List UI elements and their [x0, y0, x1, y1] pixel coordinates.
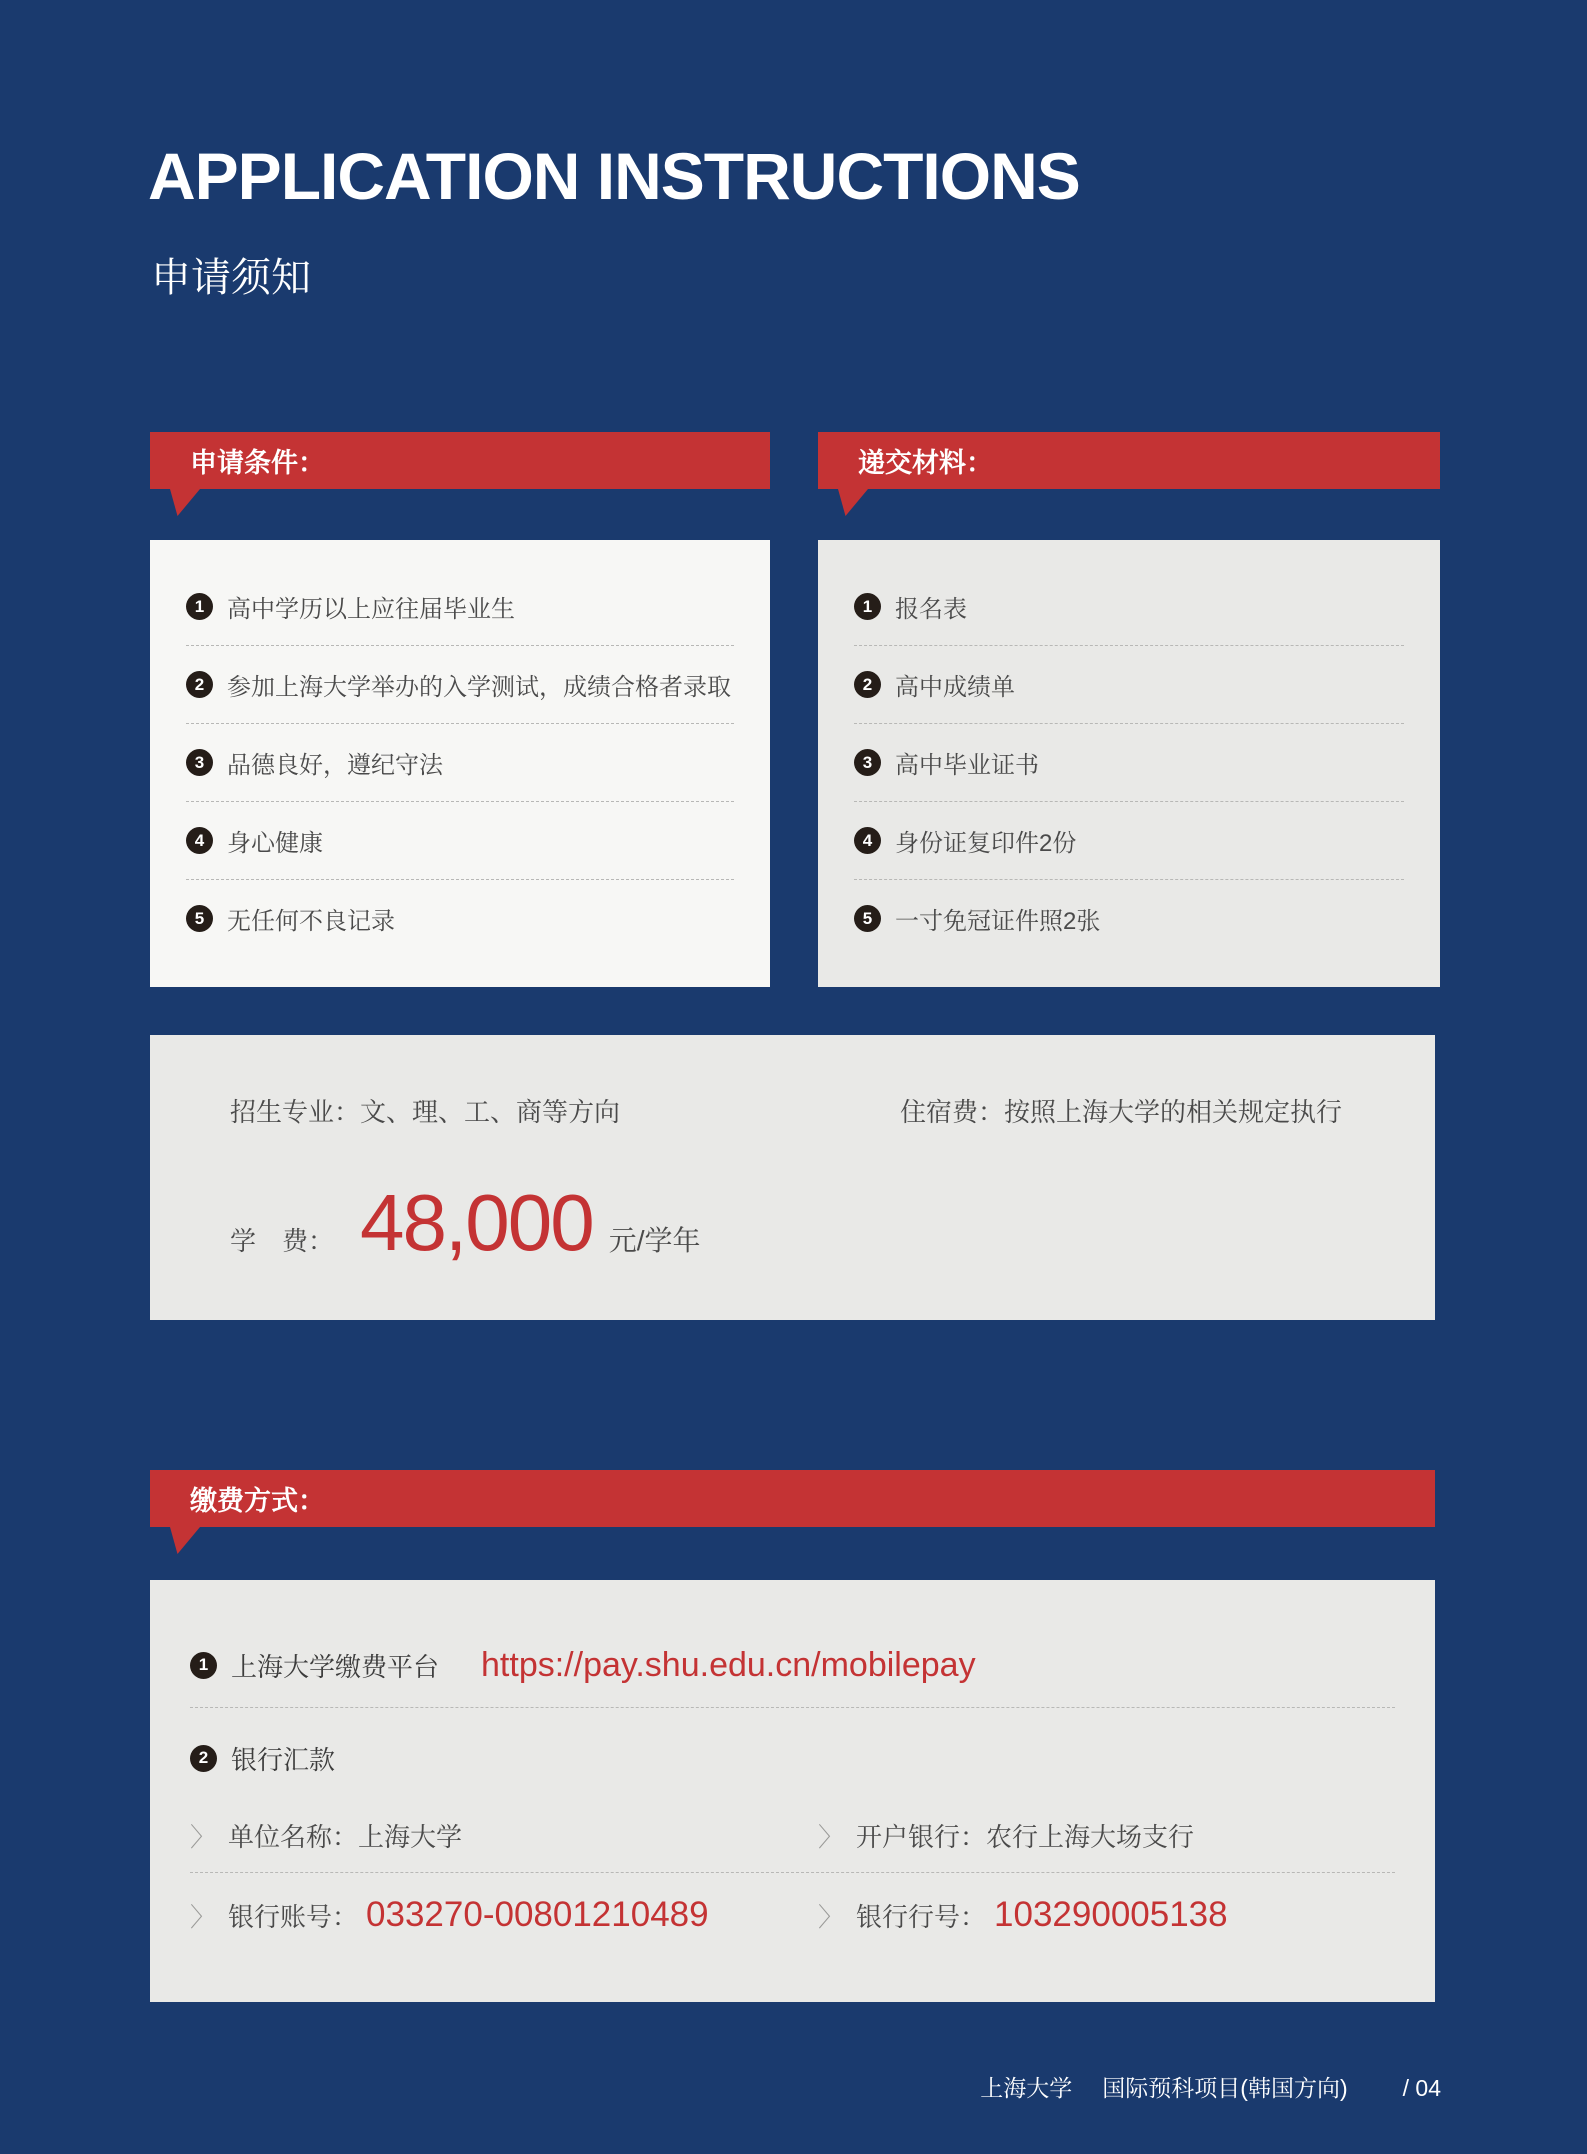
page-title: APPLICATION INSTRUCTIONS: [148, 139, 1080, 213]
tuition-amount: 48,000: [360, 1178, 593, 1267]
number-badge: 2: [186, 671, 213, 698]
section-header-conditions: [150, 432, 770, 489]
majors-text: 招生专业：文、理、工、商等方向: [230, 1097, 621, 1127]
list-item: [854, 646, 1404, 724]
chevron-right-icon: 〉: [818, 1821, 845, 1852]
opening-bank-cell: [818, 1805, 1194, 1865]
bank-detail-row-2: [190, 1885, 1395, 1945]
opening-bank-label: 开户银行：: [856, 1821, 987, 1852]
company-name-value: 上海大学: [358, 1821, 463, 1852]
list-item-text: 身心健康: [227, 830, 323, 857]
list-item-text: 高中毕业证书: [895, 752, 1039, 779]
fees-top-row: [230, 1092, 1395, 1129]
number-badge: 1: [186, 593, 213, 620]
list-item: [186, 880, 734, 957]
bank-transfer-label: 银行汇款: [231, 1744, 336, 1775]
section-header-materials-label: 递交材料：: [858, 448, 993, 478]
number-badge: 3: [854, 749, 881, 776]
section-header-conditions-label: 申请条件：: [190, 448, 325, 478]
number-badge: 5: [854, 905, 881, 932]
section-header-materials: [818, 432, 1440, 489]
company-name-label: 单位名称：: [228, 1821, 359, 1852]
list-item: [186, 802, 734, 880]
fees-card: [150, 1035, 1435, 1320]
divider: [190, 1707, 1395, 1708]
platform-label: 上海大学缴费平台: [231, 1651, 440, 1682]
list-item-text: 参加上海大学举办的入学测试，成绩合格者录取: [227, 674, 731, 701]
number-badge: 4: [854, 827, 881, 854]
footer-page-number: / 04: [1402, 2075, 1441, 2101]
list-item-text: 身份证复印件2份: [895, 830, 1077, 857]
accommodation-text: 住宿费：按照上海大学的相关规定执行: [900, 1097, 1343, 1127]
list-item: [186, 724, 734, 802]
chevron-right-icon: 〉: [818, 1901, 845, 1932]
tuition-unit: 元/学年: [608, 1225, 701, 1256]
conditions-list: [150, 540, 770, 957]
chevron-right-icon: 〉: [190, 1821, 217, 1852]
list-item: [854, 724, 1404, 802]
list-item-text: 无任何不良记录: [227, 908, 395, 935]
bank-detail-row-1: [190, 1805, 1395, 1865]
number-badge: 2: [854, 671, 881, 698]
page-footer: [980, 2070, 1441, 2103]
bank-code-cell: [818, 1885, 1228, 1945]
list-item-text: 高中成绩单: [895, 674, 1015, 701]
list-item-text: 报名表: [895, 596, 967, 623]
opening-bank-value: 农行上海大场支行: [986, 1821, 1195, 1852]
account-number-cell: [190, 1885, 709, 1945]
materials-list: [818, 540, 1440, 957]
divider: [190, 1872, 1395, 1873]
number-badge: 1: [854, 593, 881, 620]
bank-code-label: 银行行号：: [856, 1901, 987, 1932]
number-badge: 3: [186, 749, 213, 776]
bank-transfer-row: [190, 1728, 335, 1788]
list-item: [186, 568, 734, 646]
tuition-row: [230, 1178, 701, 1267]
number-badge: 1: [190, 1652, 217, 1679]
bank-code-value: 103290005138: [994, 1895, 1228, 1934]
number-badge: 4: [186, 827, 213, 854]
account-number-value: 033270-00801210489: [366, 1895, 709, 1934]
list-item-text: 品德良好，遵纪守法: [227, 752, 443, 779]
footer-university: 上海大学: [980, 2075, 1073, 2101]
account-number-label: 银行账号：: [228, 1901, 359, 1932]
number-badge: 5: [186, 905, 213, 932]
materials-card: [818, 540, 1440, 987]
list-item-text: 一寸免冠证件照2张: [895, 908, 1101, 935]
list-item: [186, 646, 734, 724]
footer-program: 国际预科项目(韩国方向): [1102, 2075, 1348, 2101]
company-name-cell: [190, 1805, 462, 1865]
list-item: [854, 802, 1404, 880]
payment-platform-row: [190, 1625, 1395, 1705]
section-header-payment: [150, 1470, 1435, 1527]
list-item-text: 高中学历以上应往届毕业生: [227, 596, 515, 623]
page-subtitle: 申请须知: [151, 256, 311, 300]
chevron-right-icon: 〉: [190, 1901, 217, 1932]
number-badge: 2: [190, 1745, 217, 1772]
list-item: [854, 880, 1404, 957]
tuition-label: 学 费：: [230, 1226, 335, 1256]
list-item: [854, 568, 1404, 646]
payment-url-link[interactable]: https://pay.shu.edu.cn/mobilepay: [481, 1645, 976, 1684]
conditions-card: [150, 540, 770, 987]
payment-card: [150, 1580, 1435, 2002]
section-header-payment-label: 缴费方式：: [190, 1486, 325, 1516]
